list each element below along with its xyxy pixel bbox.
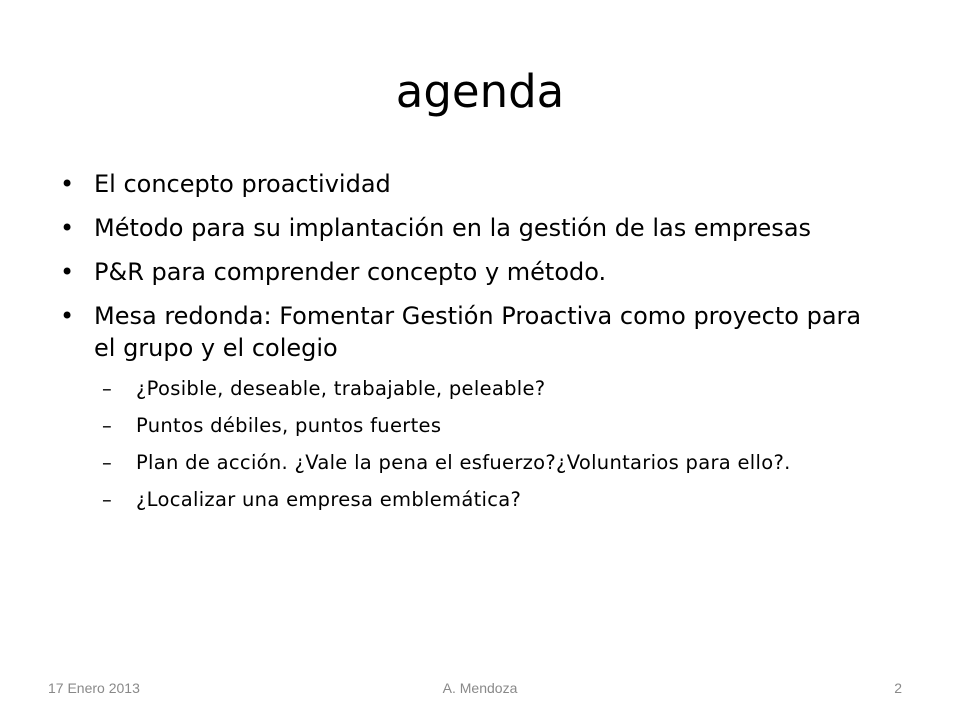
bullet-item: [56, 168, 886, 200]
bullet-text: El concepto proactividad: [94, 170, 391, 198]
bullet-item: [56, 256, 886, 288]
dash-icon: –: [102, 414, 113, 437]
sub-bullet-text: Puntos débiles, puntos fuertes: [136, 414, 442, 437]
slide-title: agenda: [395, 65, 565, 118]
sub-bullet-text: Plan de acción. ¿Vale la pena el esfuerzo?¿Voluntarios para ello?.: [136, 451, 791, 474]
sub-bullet-item: [56, 450, 886, 476]
sub-bullet-list: [56, 376, 886, 513]
footer-page-number: 2: [894, 680, 902, 696]
sub-bullet-item: [56, 487, 886, 513]
dash-icon: –: [102, 488, 113, 511]
dash-icon: –: [102, 377, 113, 400]
bullet-item: [56, 212, 886, 244]
bullet-icon: •: [60, 258, 75, 286]
bullet-icon: •: [60, 214, 75, 242]
bullet-item: [56, 300, 886, 364]
sub-bullet-text: ¿Posible, deseable, trabajable, peleable?: [136, 377, 546, 400]
bullet-list: [56, 168, 886, 524]
sub-bullet-item: [56, 413, 886, 439]
bullet-icon: •: [60, 302, 75, 330]
footer-author: A. Mendoza: [442, 680, 518, 696]
bullet-icon: •: [60, 170, 75, 198]
sub-bullet-text: ¿Localizar una empresa emblemática?: [136, 488, 522, 511]
bullet-text: Método para su implantación en la gestión de las empresas: [94, 214, 812, 242]
bullet-text: Mesa redonda: Fomentar Gestión Proactiva como proyecto para el grupo y el colegio: [94, 302, 862, 362]
footer-date: 17 Enero 2013: [48, 680, 140, 696]
sub-bullet-item: [56, 376, 886, 402]
dash-icon: –: [102, 451, 113, 474]
bullet-text: P&R para comprender concepto y método.: [94, 258, 607, 286]
